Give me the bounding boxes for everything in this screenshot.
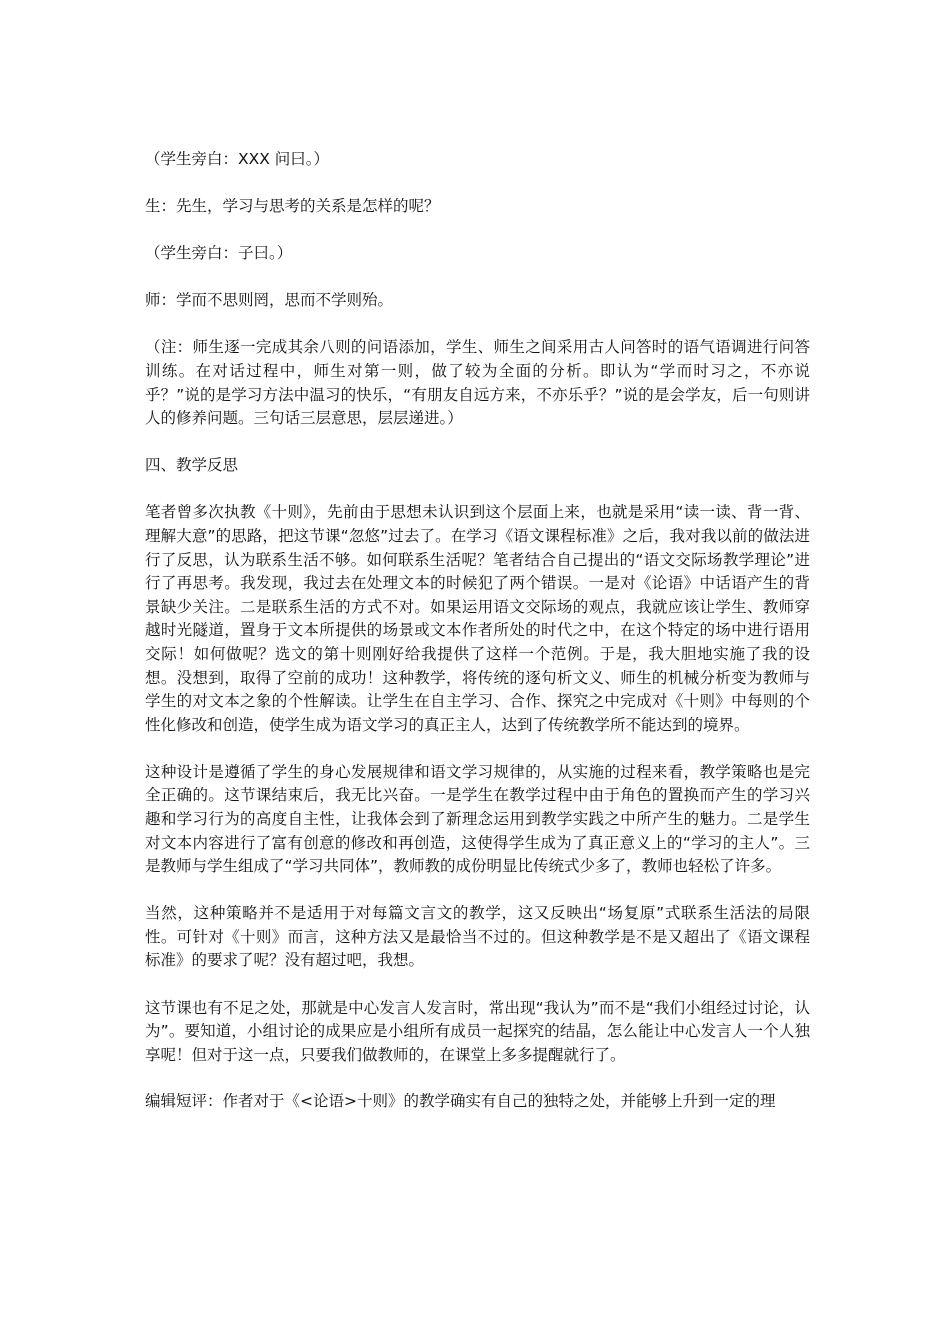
student-question: 生：先生，学习与思考的关系是怎样的呢？ xyxy=(145,197,440,216)
body-paragraph: 这节课也有不足之处，那就是中心发言人发言时，常出现“我认为”而不是“我们小组经过讨论，认为”。要知道，小组讨论的成果应是小组所有成员一起探究的结晶，怎么能让中心发言人一个人独享呢！但对于这一点，只要我们做教师的，在课堂上多多提醒就行了。 xyxy=(145,998,810,1064)
teacher-answer: 师：学而不思则罔，思而不学则殆。 xyxy=(145,291,394,310)
body-paragraph: 笔者曾多次执教《十则》，先前由于思想未认识到这个层面上来，也就是采用“读一读、背一背、理解大意”的思路，把这节课“忽悠”过去了。在学习《语文课程标准》之后，我对我以前的做法进行了反思，认为联系生活不够。如何联系生活呢？笔者结合自己提出的“语文交际场教学理论”进行了再思考。我发现，我过去在处理文本的时候犯了两个错误。一是对《论语》中话语产生的背景缺少关注。二是联系生活的方式不对。如果运用语文交际场的观点，我就应该让学生、教师穿越时光隧道，置身于文本所提供的场景或文本作者所处的时代之中，在这个特定的场中进行语用交际！如何做呢？选文的第十则刚好给我提供了这样一个范例。于是，我大胆地实施了我的设想。没想到，取得了空前的成功！这种教学，将传统的逐句析文义、师生的机械分析变为教师与学生的对文本之象的个性解读。让学生在自主学习、合作、探究之中完成对《十则》中每则的个性化修改和创造，使学生成为语文学习的真正主人，达到了传统教学所不能达到的境界。 xyxy=(145,503,810,734)
note-paragraph: （注：师生逐一完成其余八则的问语添加，学生、师生之间采用古人问答时的语气语调进行问答训练。在对话过程中，师生对第一则，做了较为全面的分析。即认为“学而时习之，不亦说乎？”说的是学习方法中温习的快乐，“有朋友自远方来，不亦乐乎？”说的是会学友，后一句则讲人的修养问题。三句话三层意思，层层递进。） xyxy=(145,338,810,428)
document-page xyxy=(145,148,810,1137)
body-paragraph: 当然，这种策略并不是适用于对每篇文言文的教学，这又反映出“场复原”式联系生活法的局限性。可针对《十则》而言，这种方法又是最恰当不过的。但这种教学是不是又超出了《语文课程标准》的要求了呢？没有超过吧，我想。 xyxy=(145,904,810,970)
editor-comment: 编辑短评：作者对于《<论语>十则》的教学确实有自己的独特之处，并能够上升到一定的理 xyxy=(145,1092,776,1111)
narration-line: （学生旁白：子曰。） xyxy=(145,244,293,263)
narration-line: （学生旁白：XXX 问曰。） xyxy=(145,150,330,168)
body-paragraph: 这种设计是遵循了学生的身心发展规律和语文学习规律的，从实施的过程来看，教学策略也是完全正确的。这节课结束后，我无比兴奋。一是学生在教学过程中由于角色的置换而产生的学习兴趣和学习行为的高度自主性，让我体会到了新理念运用到教学实践之中所产生的魅力。二是学生对文本内容进行了富有创意的修改和再创造，这使得学生成为了真正意义上的“学习的主人”。三是教师与学生组成了“学习共同体”，教师教的成份明显比传统式少多了，教师也轻松了许多。 xyxy=(145,762,810,876)
section-heading: 四、教学反思 xyxy=(145,456,239,475)
